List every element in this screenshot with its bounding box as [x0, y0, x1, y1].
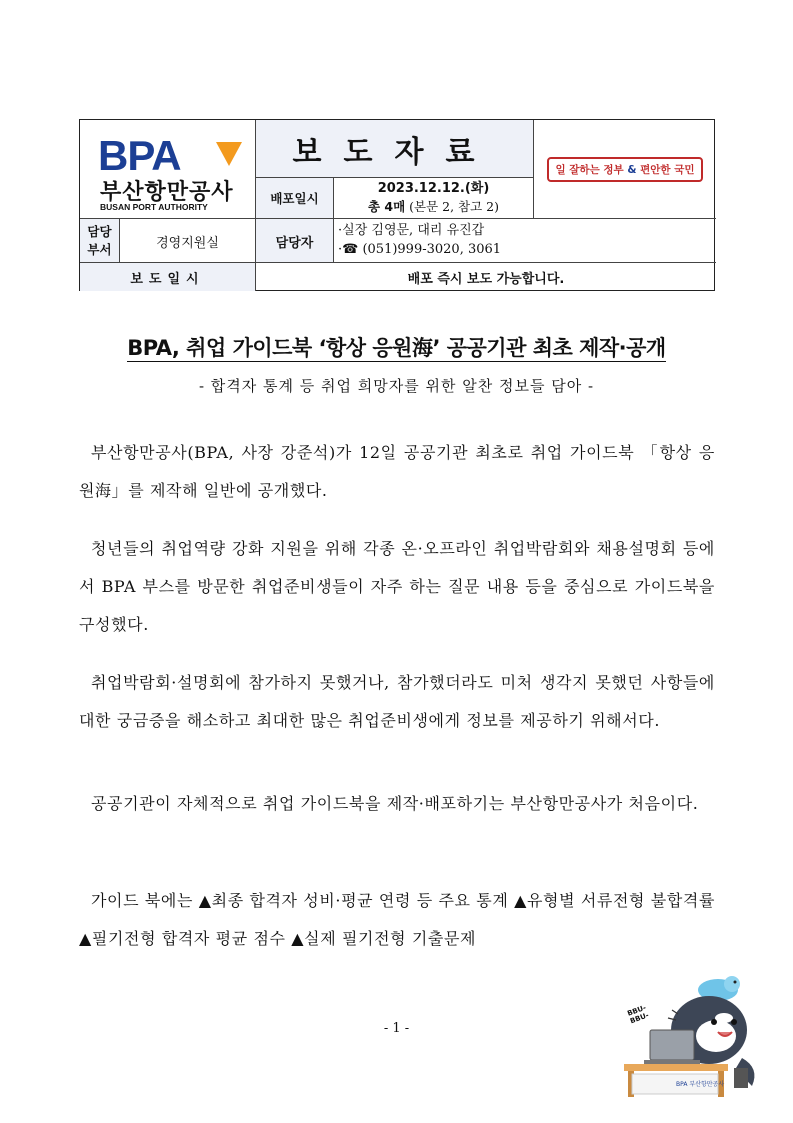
logo-cell	[80, 120, 256, 218]
release-time-row	[80, 262, 716, 290]
slogan-part1: 일 잘하는 정부	[555, 163, 624, 176]
mascot-speech-text: BBU- BBU-	[626, 1003, 650, 1026]
manager-phone: ·☎ (051)999-3020, 3061	[338, 242, 502, 257]
press-release-title-cell	[256, 120, 534, 178]
logo-triangle-icon	[216, 142, 242, 166]
distribution-date: 2023.12.12.(화)	[377, 181, 490, 196]
mascot-illustration	[614, 968, 764, 1098]
bpa-logo: BPA	[98, 132, 181, 179]
org-name-english: BUSAN PORT AUTHORITY	[100, 202, 208, 212]
pages-total: 총 4매	[367, 199, 406, 214]
page-number: - 1 -	[383, 1021, 410, 1036]
department-label: 담당 부서	[80, 219, 120, 263]
pages-detail: (본문 2, 참고 2)	[409, 199, 500, 214]
body-paragraph: 부산항만공사(BPA, 사장 강준석)가 12일 공공기관 최초로 취업 가이드북 「항상 응원海」를 제작해 일반에 공개했다.	[79, 443, 715, 500]
release-time-label: 보도일시	[80, 263, 256, 291]
headline	[0, 332, 793, 362]
body-paragraph: 청년들의 취업역량 강화 지원을 위해 각종 온·오프라인 취업박람회와 채용설명회 등에서 BPA 부스를 방문한 취업준비생들이 자주 하는 질문 내용 등을 중심으로 가이드북을 구성했다.	[79, 539, 715, 634]
manager-value	[334, 219, 716, 263]
distribution-value	[334, 178, 534, 218]
subheadline: - 합격자 통계 등 취업 희망자를 위한 알찬 정보들 담아 -	[198, 377, 595, 395]
manager-label: 담당자	[256, 219, 334, 263]
slogan-part2: 편안한 국민	[640, 163, 695, 176]
body-paragraph: 가이드 북에는 ▲최종 합격자 성비·평균 연령 등 주요 통계 ▲유형별 서류전형 불합격률 ▲필기전형 합격자 평균 점수 ▲실제 필기전형 기출문제	[79, 891, 715, 948]
government-slogan-badge	[547, 157, 702, 182]
contact-row	[80, 218, 716, 262]
slogan-connector: &	[627, 163, 641, 176]
release-time-value: 배포 즉시 보도 가능합니다.	[407, 271, 565, 287]
distribution-pages	[334, 198, 533, 216]
headline-text: BPA, 취업 가이드북 ‘항상 응원海’ 공공기관 최초 제작·공개	[127, 336, 666, 360]
press-release-title: 보도자료	[292, 134, 497, 170]
org-name-korean: 부산항만공사	[100, 179, 234, 204]
press-release-header-table	[79, 119, 715, 291]
body-paragraph: 취업박람회·설명회에 참가하지 못했거나, 참가했더라도 미처 생각지 못했던 사항들에 대한 궁금증을 해소하고 최대한 많은 취업준비생에게 정보를 제공하기 위해서다.	[79, 673, 715, 730]
desk-logo-label: BPA 부산항만공사	[676, 1081, 725, 1088]
department-value: 경영지원실	[120, 219, 256, 263]
body-paragraph: 공공기관이 자체적으로 취업 가이드북을 제작·배포하기는 부산항만공사가 처음이다.	[91, 794, 699, 813]
manager-names: ·실장 김영문, 대리 유진갑	[338, 223, 485, 238]
distribution-label: 배포일시	[256, 178, 334, 218]
slogan-cell	[534, 120, 716, 218]
